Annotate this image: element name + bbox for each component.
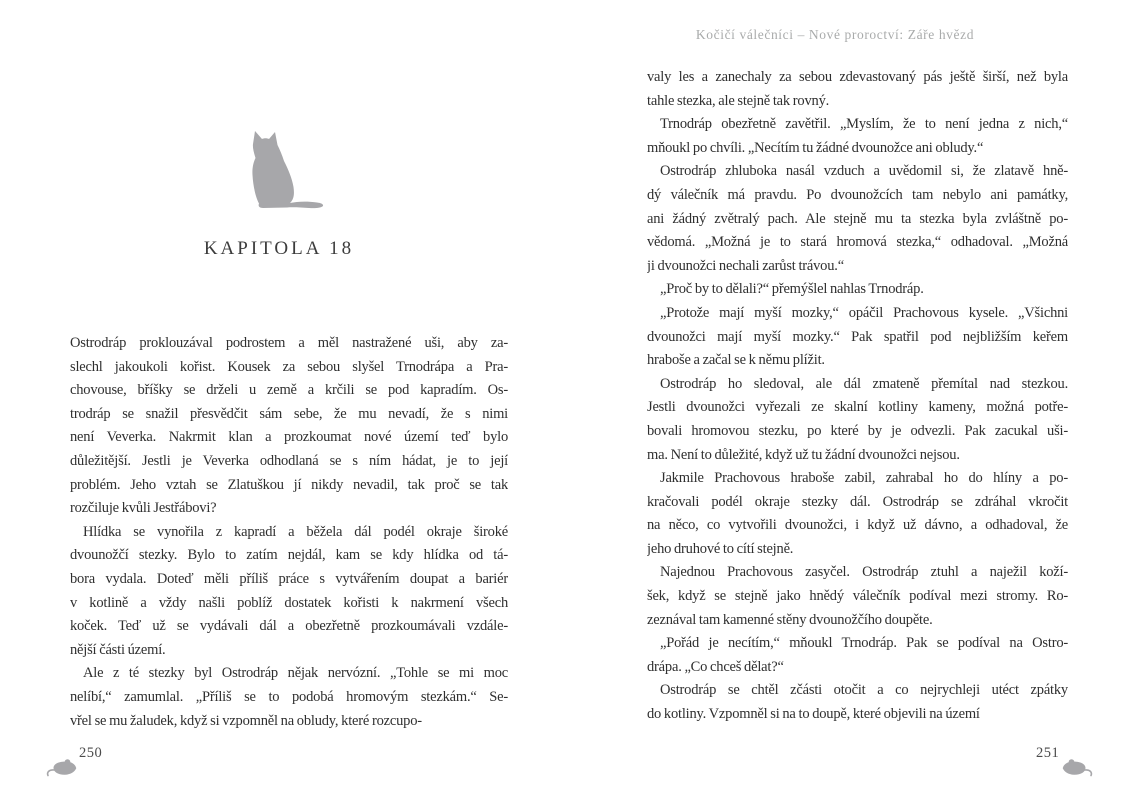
- text-line: dvounožci mají myší mozky.“ Pak spatřil pod nejbližším keřem: [647, 328, 1068, 345]
- text-line: Trnodráp obezřetně zavětřil. „Myslím, že to není jedna z nich,“: [660, 116, 1068, 133]
- chapter-title: KAPITOLA 18: [203, 238, 355, 259]
- text-line: Jakmile Prachovous hraboše zabil, zahrabal ho do hlíny a po-: [660, 470, 1068, 487]
- text-line: v kotlině a vždy našli poblíž dostatek kořisti k nakrmení všech: [70, 594, 508, 611]
- paragraph: [70, 332, 508, 521]
- running-header: Kočičí válečníci – Nové proroctví: Záře hvězd: [695, 27, 975, 42]
- paragraph: [647, 561, 1068, 632]
- text-line: Ostrodráp zhluboka nasál vzduch a uvědomil si, že zlatavě hně-: [660, 163, 1068, 180]
- text-line: bora vydala. Doteď měli příliš práce s vytvářením doupat a bariér: [70, 570, 508, 587]
- text-line: rozčiluje kvůli Jestřábovi?: [70, 500, 217, 517]
- paragraph: [647, 679, 1068, 726]
- text-line: Jestli dvounožci vyřezali ze skalní kotliny kameny, možná potře-: [647, 399, 1068, 416]
- text-line: valy les a zanechaly za sebou zdevastovaný pás ještě širší, než byla: [647, 69, 1068, 85]
- text-line: dvounožčí stezky. Bylo to zatím nejdál, kam se kdy hlídka od tá-: [70, 547, 508, 564]
- paragraph: [647, 160, 1068, 278]
- text-line: důležitější. Jestli je Veverka odhodlaná se s ním hádat, je to její: [70, 452, 508, 469]
- text-line: nelíbí,“ zamumlal. „Příliš se to podobá hromovým stezkám.“ Se-: [70, 688, 508, 705]
- text-line: dý válečník má pravdu. Po dvounožcích tam nebylo ani památky,: [647, 186, 1068, 203]
- text-line: „Proč by to dělali?“ přemýšlel nahlas Trnodráp.: [660, 281, 924, 298]
- text-line: slechl jakoukoli kořist. Kousek za sebou slyšel Trnodrápa a Pra-: [70, 358, 508, 375]
- text-line: ma. Není to důležité, když už tu žádní dvounožci nejsou.: [647, 446, 960, 463]
- paragraph: [647, 467, 1068, 561]
- paragraph: [647, 66, 1068, 113]
- text-line: ani žádný zvětralý pach. Ale stejně mu ta stezka byla zvláštně po-: [647, 210, 1068, 227]
- right-page-text: [647, 66, 1068, 727]
- text-line: chovouse, bříšky se drželi u země a krčili se pod kapradím. Os-: [70, 382, 508, 399]
- cat-silhouette-icon: [227, 128, 324, 212]
- paragraph: [647, 113, 1068, 160]
- mouse-silhouette-icon: [1062, 756, 1094, 778]
- text-line: jeho druhové to cítí stejně.: [647, 540, 794, 557]
- text-line: Ostrodráp se chtěl zčásti otočit a co nejrychleji utéct zpátky: [660, 682, 1068, 699]
- text-line: Ostrodráp ho sledoval, ale dál zmateně přemítal nad stezkou.: [660, 375, 1068, 392]
- mouse-silhouette-icon: [45, 756, 77, 778]
- text-line: šek, když se stejně jako hnědý válečník podíval mezi stromy. Ro-: [647, 588, 1068, 605]
- text-line: na něco, co vytvořili dvounožci, i když už dávno, a odhadoval, že: [647, 517, 1068, 534]
- left-page-text: [70, 332, 508, 733]
- text-line: hraboše a začal se k němu plížit.: [647, 352, 825, 369]
- page-number-left: 250: [79, 745, 103, 761]
- paragraph: [647, 373, 1068, 467]
- text-line: Ostrodráp proklouzával podrostem a měl nastražené uši, aby za-: [70, 335, 508, 351]
- text-line: koček. Teď už se vydávali dál a obezřetně prozkoumávali vzdále-: [70, 618, 508, 635]
- paragraph: [647, 632, 1068, 679]
- text-line: ji dvounožci nechali zarůst trávou.“: [647, 257, 844, 274]
- text-line: drápa. „Co chceš dělat?“: [647, 658, 784, 675]
- text-line: tahle stezka, ale stejně tak rovný.: [647, 92, 830, 109]
- text-line: do kotliny. Vzpomněl si na to doupě, které objevili na území: [647, 706, 980, 723]
- text-line: „Pořád je necítím,“ mňoukl Trnodráp. Pak se podíval na Ostro-: [660, 635, 1068, 652]
- paragraph: [647, 302, 1068, 373]
- text-line: problém. Jeho vztah se Zlatuškou jí nikdy nevadil, tak proč se tak: [70, 476, 508, 493]
- paragraph: [647, 278, 1068, 302]
- text-line: nější části území.: [70, 641, 166, 658]
- text-line: kračovali podél okraje stezky dál. Ostrodráp se zdráhal vkročit: [647, 493, 1068, 510]
- text-line: není Veverka. Nakrmit klan a prozkoumat nové území teď bylo: [70, 429, 508, 446]
- text-line: bovali hromovou stezku, po které by je odvezli. Pak zacukal uši-: [647, 422, 1068, 439]
- text-line: Hlídka se vynořila z kapradí a běžela dál podél okraje široké: [83, 523, 508, 540]
- text-line: „Protože mají myší mozky,“ opáčil Prachovous kysele. „Všichni: [660, 304, 1068, 321]
- text-line: vřel se mu žaludek, když si vzpomněl na obludy, které rozcupo-: [70, 712, 422, 729]
- text-line: vědomá. „Možná je to stará hromová stezka,“ odhadoval. „Možná: [647, 234, 1068, 251]
- text-line: zeznával tam kamenné stěny dvounožčího doupěte.: [647, 611, 933, 628]
- text-line: trodráp se snažil přesvědčit sám sebe, že mu nevadí, že s nimi: [70, 405, 508, 422]
- text-line: mňoukl po chvíli. „Necítím tu žádné dvounožce ani obludy.“: [647, 139, 984, 156]
- text-line: Ale z té stezky byl Ostrodráp nějak nervózní. „Tohle se mi moc: [83, 665, 508, 682]
- paragraph: [70, 521, 508, 663]
- text-line: Najednou Prachovous zasyčel. Ostrodráp ztuhl a naježil koží-: [660, 564, 1068, 581]
- paragraph: [70, 662, 508, 733]
- page-number-right: 251: [1036, 745, 1060, 761]
